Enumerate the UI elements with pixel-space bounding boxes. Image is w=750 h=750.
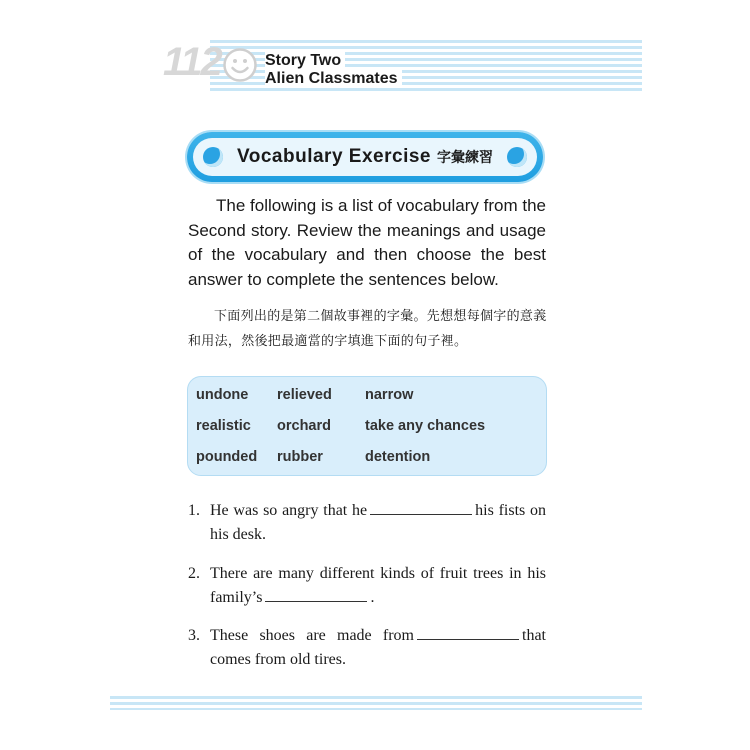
- answer-blank[interactable]: [265, 587, 367, 602]
- question-number: 2.: [188, 565, 200, 582]
- question-text: [210, 499, 546, 547]
- question-text-before: These shoes are made from: [210, 627, 414, 644]
- vocab-word: detention: [365, 449, 431, 465]
- vocab-word: orchard: [277, 418, 331, 434]
- banner-dot-left-icon: [203, 147, 223, 167]
- intro-english: The following is a list of vocabulary from the Second story. Review the meanings and usage of the vocabulary and then choose the best answer to complete the sentences below.: [188, 196, 546, 289]
- question-text-before: He was so angry that he: [210, 502, 368, 519]
- section-title-en: Vocabulary Exercise: [237, 146, 431, 167]
- smiley-face-icon: [223, 48, 257, 82]
- question-3: [188, 624, 546, 672]
- question-number: 3.: [188, 627, 200, 644]
- question-2: [188, 562, 546, 610]
- vocab-word: realistic: [196, 418, 251, 434]
- question-text-before: There are many different kinds of fruit trees in his family’s: [210, 565, 546, 606]
- vocabulary-box: [187, 376, 547, 476]
- answer-blank[interactable]: [370, 500, 472, 515]
- section-title-zh: 字彙練習: [436, 149, 493, 165]
- vocab-word: rubber: [277, 449, 323, 465]
- section-banner: [187, 132, 543, 182]
- page-number: 112: [163, 40, 221, 84]
- vocab-word: take any chances: [365, 418, 486, 434]
- question-1: [188, 499, 546, 547]
- footer-stripes: [110, 696, 642, 710]
- vocab-word: relieved: [277, 387, 332, 403]
- story-title: Story Two: [265, 52, 345, 70]
- vocab-word: narrow: [365, 387, 414, 403]
- question-text-after: .: [370, 589, 375, 606]
- question-number: 1.: [188, 502, 200, 519]
- question-text: [210, 624, 546, 672]
- answer-blank[interactable]: [417, 625, 519, 640]
- banner-dot-right-icon: [507, 147, 527, 167]
- banner-inner: [193, 138, 537, 176]
- question-text-after: his fists on his desk.: [210, 502, 546, 543]
- question-text: [210, 562, 546, 610]
- vocab-word: pounded: [196, 449, 258, 465]
- vocab-word: undone: [196, 387, 249, 403]
- story-subtitle: Alien Classmates: [265, 70, 402, 88]
- section-title: [229, 146, 501, 168]
- intro-chinese: 下面列出的是第二個故事裡的字彙。先想想每個字的意義和用法，然後把最適當的字填進下面的句子裡。: [188, 308, 547, 348]
- question-text-after: that comes from old tires.: [210, 627, 546, 668]
